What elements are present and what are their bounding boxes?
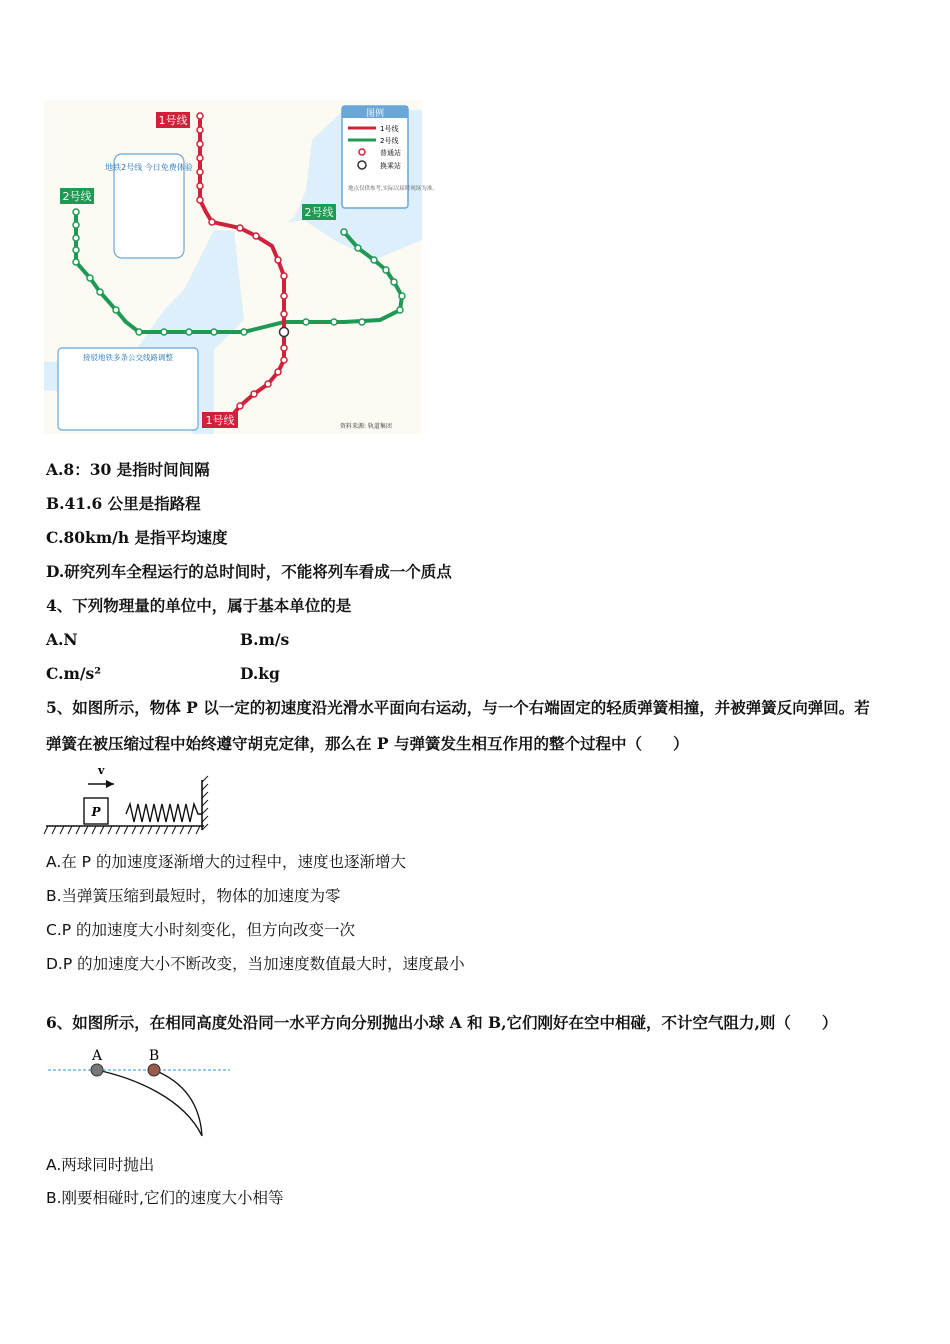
projectile-figure (44, 1042, 234, 1140)
q4-option-b: B.m/s (240, 630, 290, 649)
metro-map-figure (44, 100, 438, 434)
q6-option-a: A.两球同时抛出 (46, 1156, 155, 1174)
q4-option-d: D.kg (240, 664, 280, 683)
q5-stem-line2: 弹簧在被压缩过程中始终遵守胡克定律，那么在 P 与弹簧发生相互作用的整个过程中（ ） (46, 734, 689, 753)
q4-stem: 4、下列物理量的单位中，属于基本单位的是 (46, 596, 352, 615)
q3-option-b: B.41.6 公里是指路程 (46, 494, 201, 513)
block-p-label: P (91, 805, 101, 819)
q3-option-d: D.研究列车全程运行的总时间时，不能将列车看成一个质点 (46, 562, 452, 581)
map-source: 资料来源: 轨道集团 (340, 423, 392, 430)
q5-option-a: A.在 P 的加速度逐渐增大的过程中，速度也逐渐增大 (46, 853, 406, 871)
q5-option-c: C.P 的加速度大小时刻变化，但方向改变一次 (46, 921, 356, 939)
legend-title: 图例 (365, 109, 385, 119)
q4-option-a: A.N (46, 630, 78, 649)
spring-block-figure (44, 762, 210, 838)
line2-tag-left: 2号线 (62, 190, 92, 203)
q4-option-c: C.m/s² (46, 664, 102, 683)
bus-title: 接驳地铁多条公交线路调整 (83, 353, 173, 362)
promo-title: 地铁2号线 今日免费体验 (105, 163, 193, 172)
line1-tag: 1号线 (158, 114, 188, 127)
legend-transfer: 换乘站 (380, 162, 401, 170)
line1-tag-bottom: 1号线 (205, 414, 235, 427)
q3-option-c: C.80km/h 是指平均速度 (46, 528, 228, 547)
line2-tag-right: 2号线 (304, 206, 334, 219)
legend-note: 地点仅供参考,实际以届时现场为准。 (348, 186, 438, 192)
q5-option-d: D.P 的加速度大小不断改变，当加速度数值最大时，速度最小 (46, 955, 465, 973)
velocity-label: v (98, 764, 105, 777)
q6-stem: 6、如图所示，在相同高度处沿同一水平方向分别抛出小球 A 和 B,它们刚好在空中相碰，不计空气阻力,则（ ） (46, 1013, 838, 1032)
q3-option-a: A.8：30 是指时间间隔 (46, 460, 210, 479)
legend-normal: 普通站 (380, 149, 401, 157)
legend-line1: 1号线 (380, 125, 399, 133)
q5-stem-line1: 5、如图所示，物体 P 以一定的初速度沿光滑水平面向右运动，与一个右端固定的轻质弹簧相撞，并被弹簧反向弹回。若 (46, 698, 870, 717)
q5-option-b: B.当弹簧压缩到最短时，物体的加速度为零 (46, 887, 341, 905)
ball-a-label: A (91, 1048, 103, 1064)
ball-b-label: B (148, 1048, 160, 1064)
legend-line2: 2号线 (380, 137, 399, 145)
q6-option-b: B.刚要相碰时,它们的速度大小相等 (46, 1189, 284, 1207)
